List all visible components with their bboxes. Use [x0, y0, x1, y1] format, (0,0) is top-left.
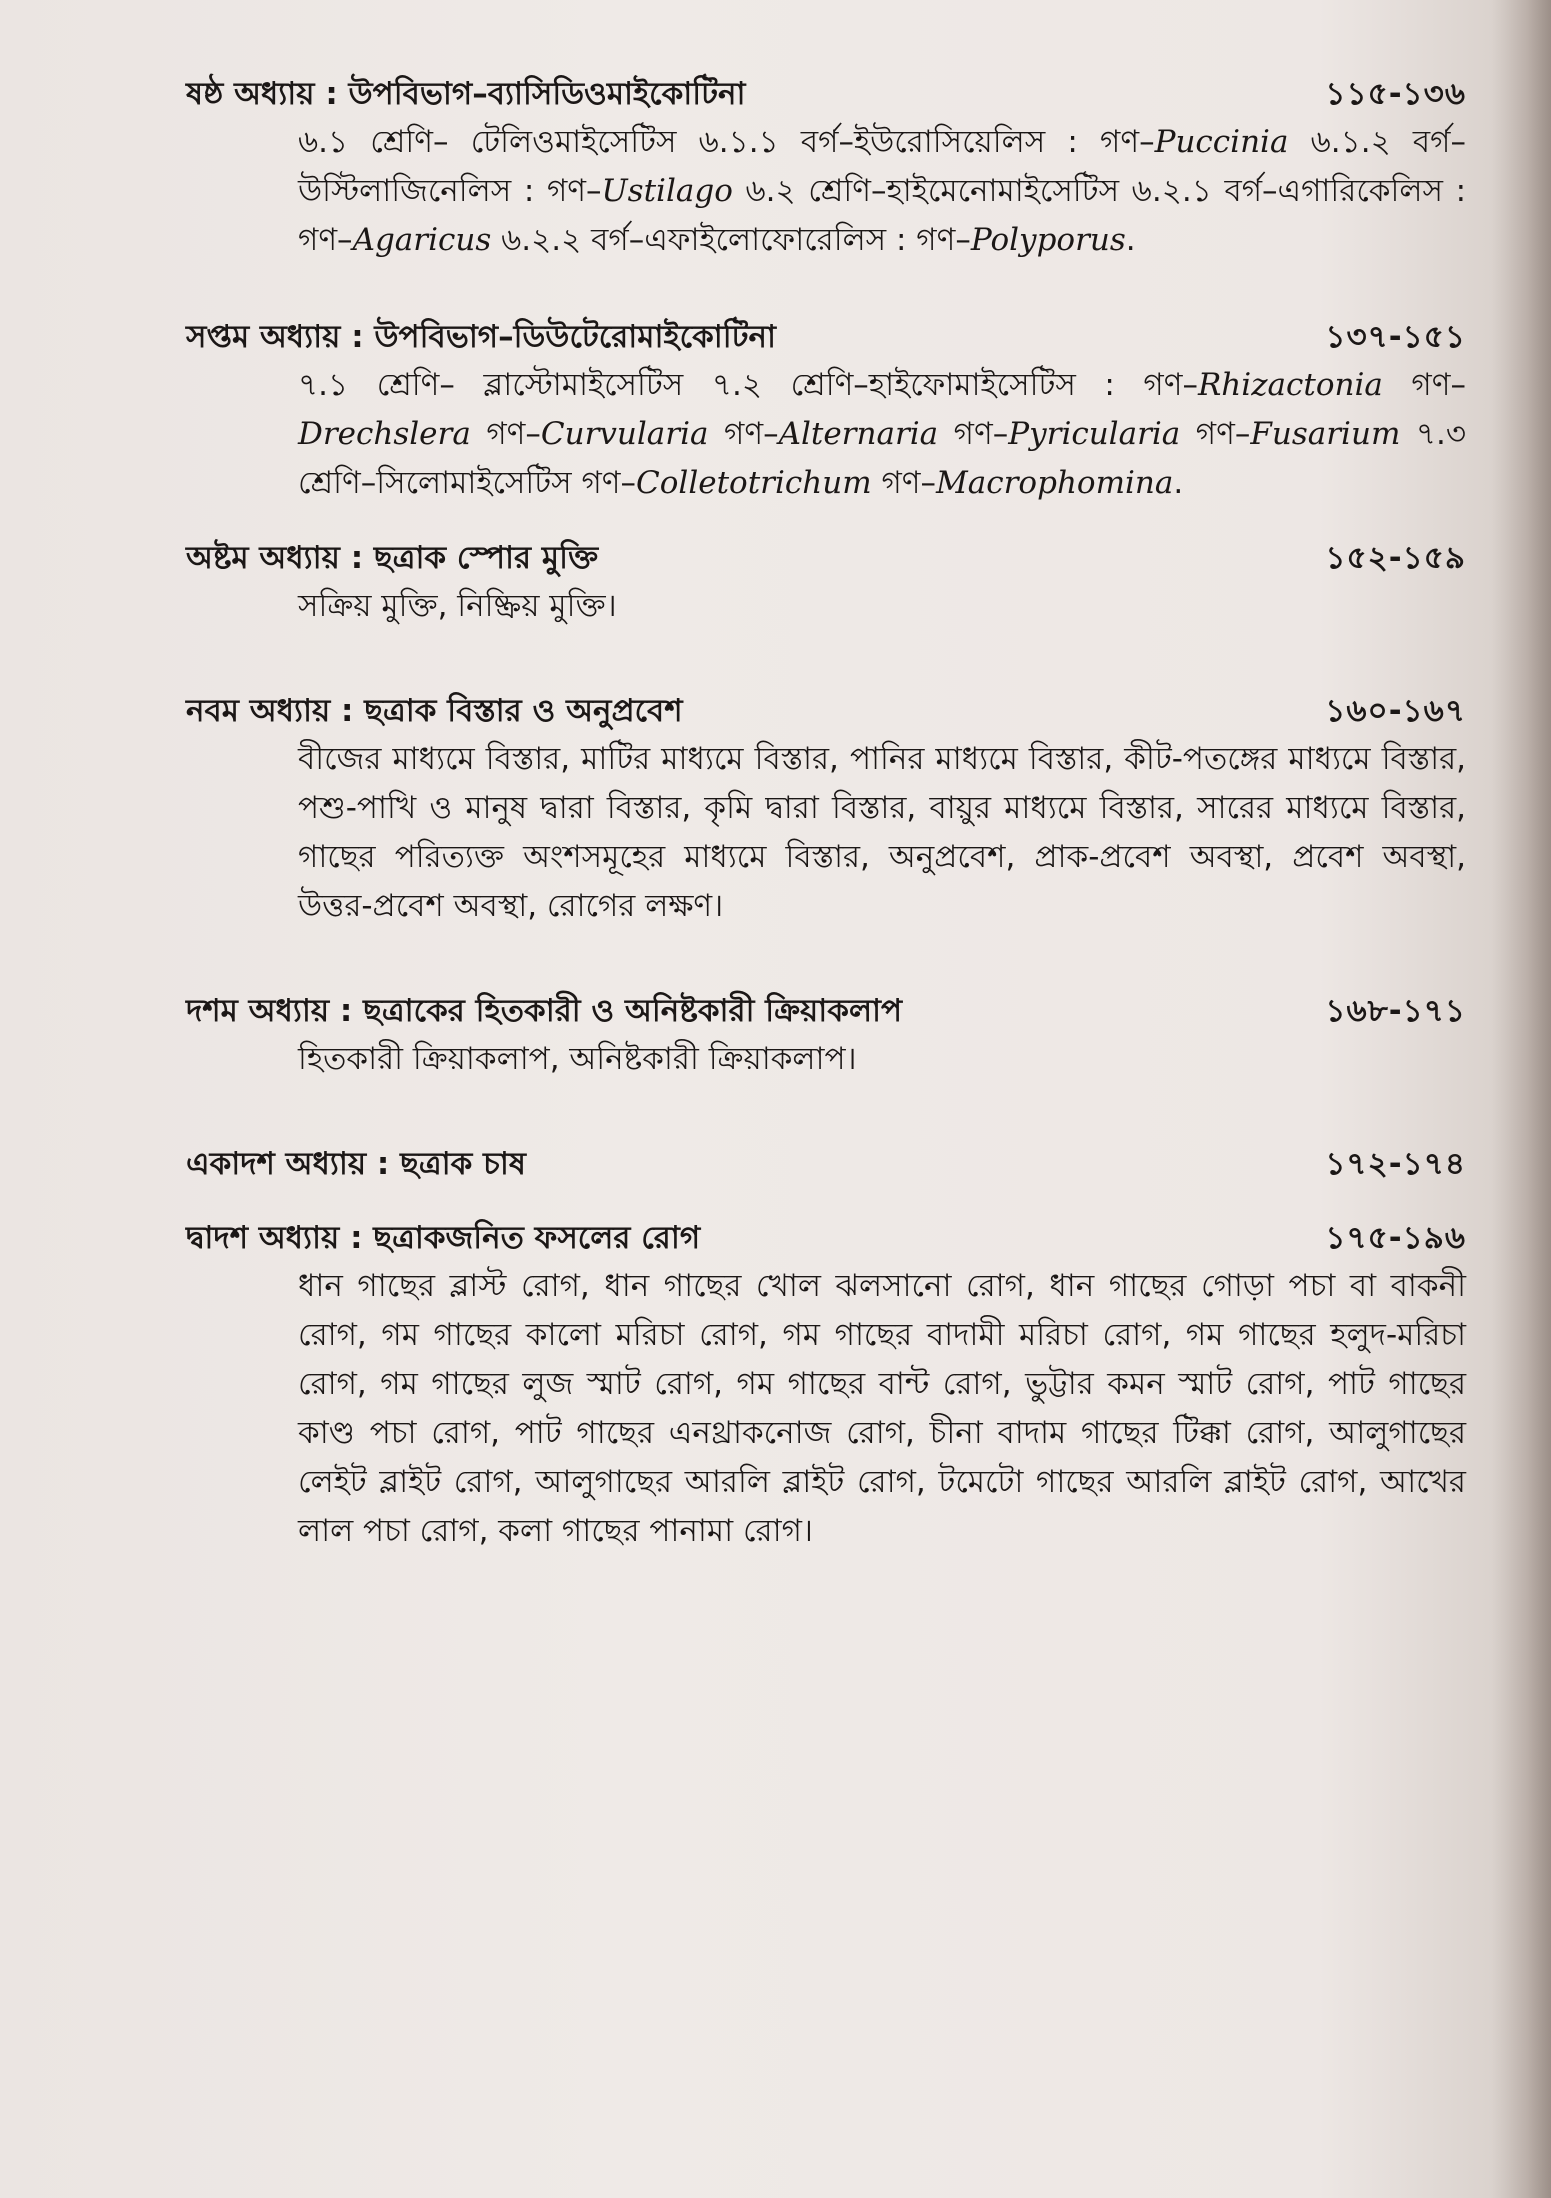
chapter-topics: ৭.১ শ্রেণি– ব্লাস্টোমাইসেটিস ৭.২ শ্রেণি–হাইফোমাইসেটিস : গণ–Rhizactonia গণ–Drechslera গণ–Curvularia গণ–Alternaria গণ–Pyricularia গণ–Fusarium ৭.৩ শ্রেণি–সিলোমাইসেটিস গণ–Colletotrichum গণ–Macrophomina. — [298, 367, 1467, 501]
chapter-heading — [186, 987, 1466, 1035]
chapter-topics: বীজের মাধ্যমে বিস্তার, মাটির মাধ্যমে বিস্তার, পানির মাধ্যমে বিস্তার, কীট-পতঙ্গের মাধ্যমে বিস্তার, পশু-পাখি ও মানুষ দ্বারা বিস্তার, কৃমি দ্বারা বিস্তার, বায়ুর মাধ্যমে বিস্তার, সারের মাধ্যমে বিস্তার, গাছের পরিত্যক্ত অংশসমূহের মাধ্যমে বিস্তার, অনুপ্রবেশ, প্রাক-প্রবেশ অবস্থা, প্রবেশ অবস্থা, উত্তর-প্রবেশ অবস্থা, রোগের লক্ষণ। — [298, 741, 1466, 924]
chapter-heading — [186, 1214, 1466, 1262]
chapter-topics: ধান গাছের ব্লাস্ট রোগ, ধান গাছের খোল ঝলসানো রোগ, ধান গাছের গোড়া পচা বা বাকনী রোগ, গম গাছের কালো মরিচা রোগ, গম গাছের বাদামী মরিচা রোগ, গম গাছের হলুদ-মরিচা রোগ, গম গাছের লুজ স্মাট রোগ, গম গাছের বান্ট রোগ, ভুট্টার কমন স্মাট রোগ, পাট গাছের কাণ্ড পচা রোগ, পাট গাছের এনথ্রাকনোজ রোগ, চীনা বাদাম গাছের টিক্কা রোগ, আলুগাছের লেইট ব্লাইট রোগ, আলুগাছের আরলি ব্লাইট রোগ, টমেটো গাছের আরলি ব্লাইট রোগ, আখের লাল পচা রোগ, কলা গাছের পানামা রোগ। — [298, 1268, 1466, 1549]
chapter-page-range: ১৩৭-১৫১ — [1325, 319, 1466, 355]
chapter-title: একাদশ অধ্যায় : ছত্রাক চাষ — [186, 1146, 526, 1182]
chapter-12 — [186, 1214, 1466, 1556]
chapter-11 — [186, 1140, 1466, 1188]
chapter-heading — [186, 534, 1466, 582]
chapter-title: সপ্তম অধ্যায় : উপবিভাগ–ডিউটেরোমাইকোটিনা — [186, 319, 777, 355]
chapter-topics: হিতকারী ক্রিয়াকলাপ, অনিষ্টকারী ক্রিয়াকলাপ। — [298, 1041, 857, 1077]
chapter-topics: সক্রিয় মুক্তি, নিষ্ক্রিয় মুক্তি। — [298, 588, 617, 624]
chapter-8 — [186, 534, 1466, 631]
page-spine-shadow — [1491, 0, 1551, 2198]
chapter-page-range: ১৭৫-১৯৬ — [1325, 1220, 1466, 1256]
chapter-page-range: ১৭২-১৭৪ — [1325, 1146, 1466, 1182]
chapter-heading — [186, 1140, 1466, 1188]
chapter-7 — [186, 313, 1466, 508]
chapter-title: ষষ্ঠ অধ্যায় : উপবিভাগ–ব্যাসিডিওমাইকোটিনা — [186, 76, 746, 112]
table-of-contents — [186, 70, 1466, 1556]
chapter-6 — [186, 70, 1466, 265]
chapter-title: নবম অধ্যায় : ছত্রাক বিস্তার ও অনুপ্রবেশ — [186, 693, 683, 729]
chapter-9 — [186, 687, 1466, 931]
chapter-page-range: ১৬০-১৬৭ — [1325, 693, 1466, 729]
chapter-heading — [186, 313, 1466, 361]
chapter-heading — [186, 687, 1466, 735]
chapter-title: অষ্টম অধ্যায় : ছত্রাক স্পোর মুক্তি — [186, 540, 599, 576]
chapter-10 — [186, 987, 1466, 1084]
chapter-topics: ৬.১ শ্রেণি– টেলিওমাইসেটিস ৬.১.১ বর্গ–ইউরোসিয়েলিস : গণ–Puccinia ৬.১.২ বর্গ–উস্টিলাজিনেলিস : গণ–Ustilago ৬.২ শ্রেণি–হাইমেনোমাইসেটিস ৬.২.১ বর্গ–এগারিকেলিস : গণ–Agaricus ৬.২.২ বর্গ–এফাইলোফোরেলিস : গণ–Polyporus. — [298, 124, 1467, 258]
chapter-title: দ্বাদশ অধ্যায় : ছত্রাকজনিত ফসলের রোগ — [186, 1220, 701, 1256]
chapter-page-range: ১৫২-১৫৯ — [1325, 540, 1466, 576]
chapter-heading — [186, 70, 1466, 118]
chapter-title: দশম অধ্যায় : ছত্রাকের হিতকারী ও অনিষ্টকারী ক্রিয়াকলাপ — [186, 993, 903, 1029]
chapter-page-range: ১৬৮-১৭১ — [1325, 993, 1466, 1029]
chapter-page-range: ১১৫-১৩৬ — [1325, 76, 1466, 112]
